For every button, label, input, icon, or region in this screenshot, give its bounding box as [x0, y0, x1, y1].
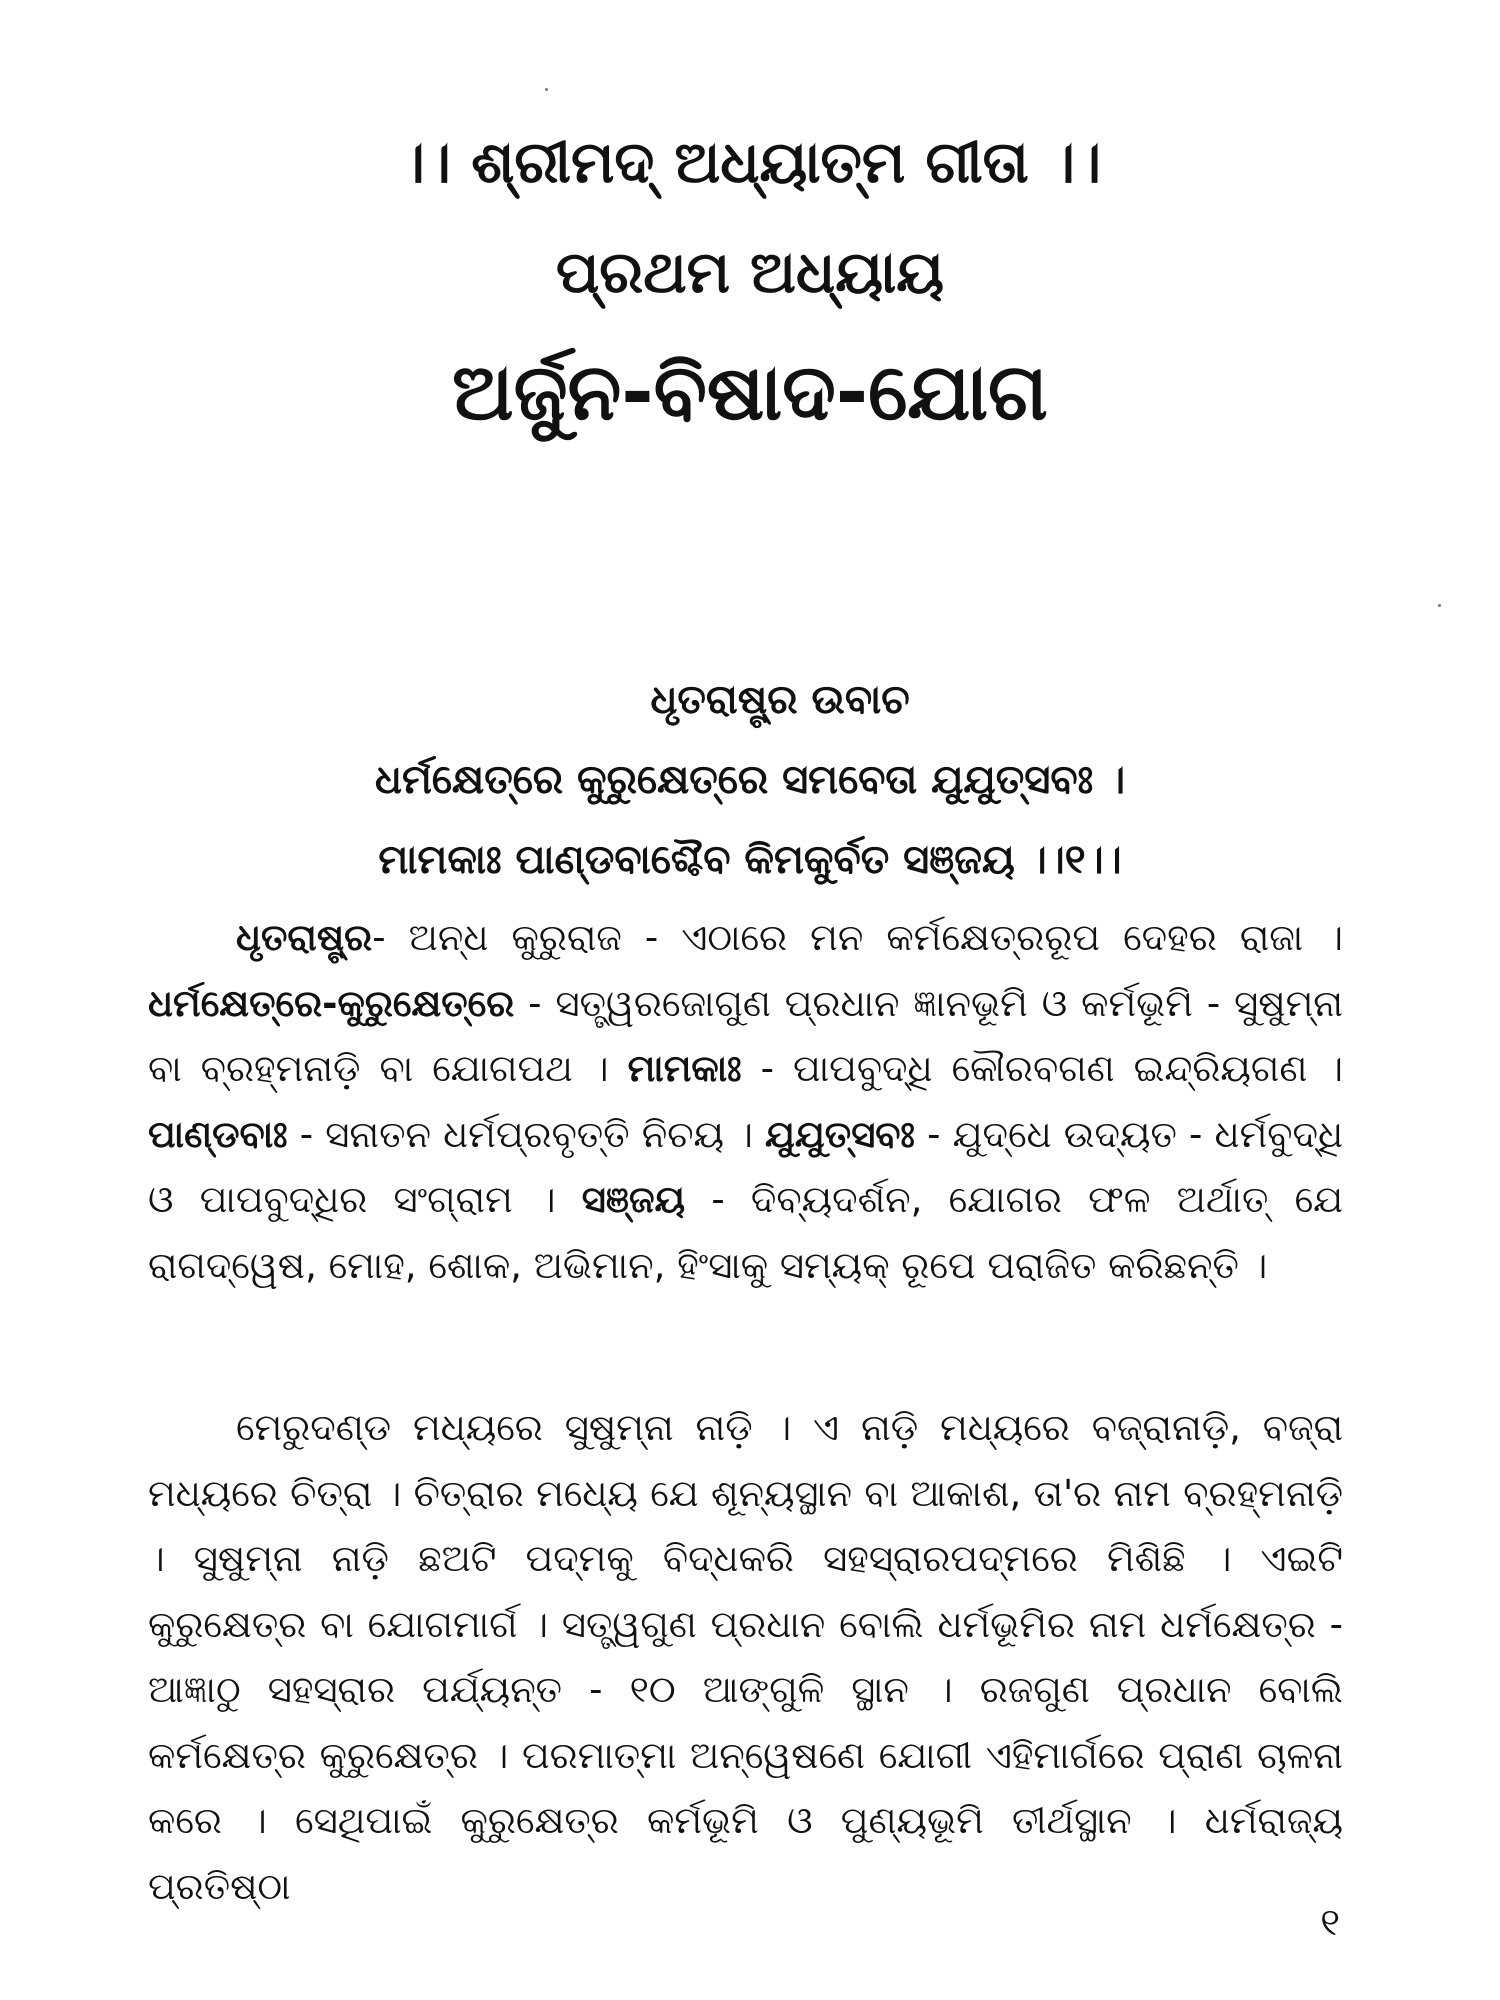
glossary-definition: - ଅନ୍ଧ କୁରୁରାଜ - ଏଠାରେ ମନ କର୍ମକ୍ଷେତ୍ରରୂପ ଦେହର ରାଜା । [372, 916, 1343, 959]
print-speck [545, 88, 548, 91]
verse-block [0, 660, 1500, 900]
chapter-title: ଅର୍ଜୁନ-ବିଷାଦ-ଯୋଗ [452, 348, 1048, 438]
glossary-term: ସଞ୍ଜୟ [581, 1178, 686, 1221]
book-title: ।। ଶ୍ରୀମଦ୍ ଅଧ୍ୟାତ୍ମ ଗୀତା ।। [398, 128, 1102, 196]
glossary-term: ପାଣ୍ଡବାଃ [148, 1112, 288, 1156]
glossary-definition: - ସନାତନ ଧର୍ମପ୍ରବୃତ୍ତି ନିଚୟ । [287, 1112, 753, 1156]
print-speck [1438, 604, 1441, 607]
chapter-number: ପ୍ରଥମ ଅଧ୍ୟାୟ [555, 238, 945, 306]
verse-line-2: ମାମକାଃ ପାଣ୍ଡବାଶ୍ଚୈବ କିମକୁର୍ବତ ସଞ୍ଜୟ ।।୧।। [378, 837, 1122, 883]
verse-speaker: ଧୃତରାଷ୍ଟ୍ର ଉବାଚ [650, 677, 910, 723]
glossary-term: ମାମକାଃ [627, 1047, 742, 1090]
glossary-definition: - ଯୁଦ୍ଧେ ଉଦ୍ୟତ - ଧର୍ମବୁଦ୍ଧି ଓ ପାପବୁଦ୍ଧିର ସଂଗ୍ରାମ । [148, 1112, 1343, 1221]
glossary-definition: - ସତ୍ତ୍ୱରଜୋଗୁଣ ପ୍ରଧାନ ଜ୍ଞାନଭୂମି ଓ କର୍ମଭୂମି - ସୁଷୁମ୍ନା ବା ବ୍ରହ୍ମନାଡ଼ି ବା ଯୋଗପଥ । [148, 981, 1343, 1090]
glossary-definition: - ଦିବ୍ୟଦର୍ଶନ, ଯୋଗର ଫଳ ଅର୍ଥାତ୍ ଯେ ରାଗଦ୍ୱେଷ, ମୋହ, ଶୋକ, ଅଭିମାନ, ହିଂସାକୁ ସମ୍ୟକ୍ ରୂପେ ପରାଜିତ କରିଛନ୍ତି । [148, 1178, 1343, 1287]
glossary-definition: - ପାପବୁଦ୍ଧି କୌରବଗଣ ଇନ୍ଦ୍ରିୟଗଣ । [741, 1047, 1343, 1090]
commentary-explanation [148, 1395, 1343, 1919]
glossary-term: ଧୃତରାଷ୍ଟ୍ର [236, 916, 373, 959]
glossary-term: ଧର୍ମକ୍ଷେତ୍ରେ-କୁରୁକ୍ଷେତ୍ରେ [148, 981, 515, 1025]
explanation-paragraph: ମେରୁଦଣ୍ଡ ମଧ୍ୟରେ ସୁଷୁମ୍ନା ନାଡ଼ି । ଏ ନାଡ଼ି ମଧ୍ୟରେ ବଜ୍ରାନାଡ଼ି, ବଜ୍ରା ମଧ୍ୟରେ ଚିତ୍ରା । ଚିତ୍ରାର ମଧ୍ୟେ ଯେ ଶୂନ୍ୟସ୍ଥାନ ବା ଆକାଶ, ତା'ର ନାମ ବ୍ରହ୍ମନାଡ଼ି । ସୁଷୁମ୍ନା ନାଡ଼ି ଛଅଟି ପଦ୍ମକୁ ବିଦ୍ଧକରି ସହସ୍ରାରପଦ୍ମରେ ମିଶିଛି । ଏଇଟି କୁରୁକ୍ଷେତ୍ର ବା ଯୋଗମାର୍ଗ । ସତ୍ତ୍ୱଗୁଣ ପ୍ରଧାନ ବୋଲି ଧର୍ମଭୂମିର ନାମ ଧର୍ମକ୍ଷେତ୍ର - ଆଜ୍ଞାଠୁ ସହସ୍ରାର ପର୍ଯ୍ୟନ୍ତ - ୧୦ ଆଙ୍ଗୁଳି ସ୍ଥାନ । ରଜଗୁଣ ପ୍ରଧାନ ବୋଲି କର୍ମକ୍ଷେତ୍ର କୁରୁକ୍ଷେତ୍ର । ପରମାତ୍ମା ଅନ୍ୱେଷଣେ ଯୋଗୀ ଏହିମାର୍ଗରେ ପ୍ରାଣ ଚାଳନା କରେ । ସେଥିପାଇଁ କୁରୁକ୍ଷେତ୍ର କର୍ମଭୂମି ଓ ପୁଣ୍ୟଭୂମି ତୀର୍ଥସ୍ଥାନ । ଧର୍ମରାଜ୍ୟ ପ୍ରତିଷ୍ଠା [148, 1406, 1343, 1908]
page-number: ୧ [1320, 1900, 1340, 1944]
verse-line-1: ଧର୍ମକ୍ଷେତ୍ରେ କୁରୁକ୍ଷେତ୍ରେ ସମବେତା ଯୁଯୁତ୍ସବଃ । [374, 757, 1126, 803]
glossary-term: ଯୁଯୁତ୍ସବଃ [765, 1112, 915, 1156]
glossary-paragraph [148, 905, 1343, 1298]
commentary-glossary [148, 905, 1343, 1298]
